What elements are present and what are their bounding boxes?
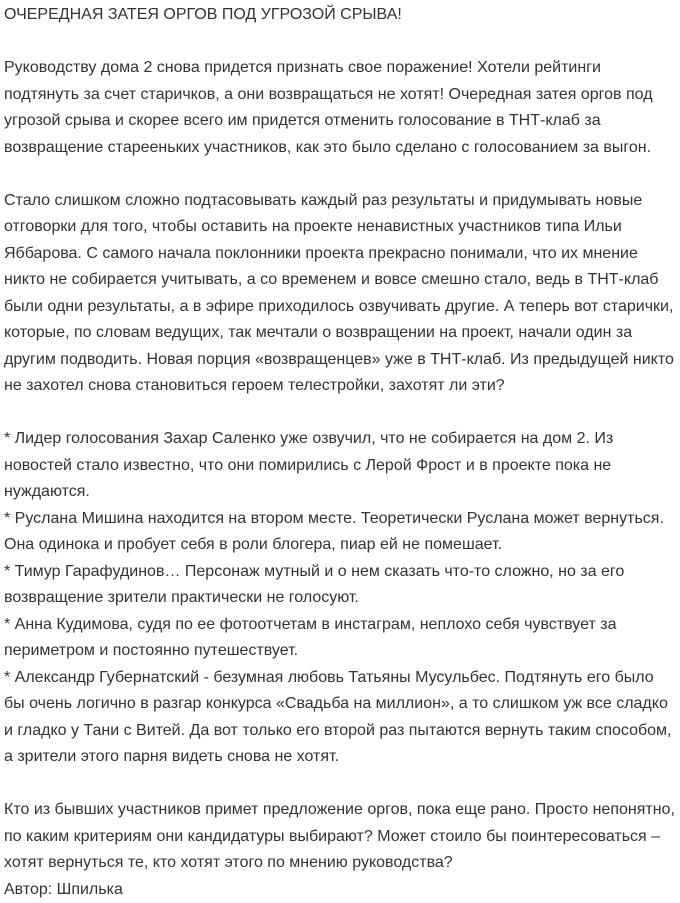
spacer bbox=[4, 161, 676, 188]
list-item-anna: * Анна Кудимова, судя по ее фотоотчетам в инстаграм, неплохо себя чувствует за периметром и постоянно путешествует. bbox=[4, 612, 676, 665]
list-item-zakhar: * Лидер голосования Захар Саленко уже озвучил, что не собирается на дом 2. Из новостей стало известно, что они помирились с Лерой Фрост и в проекте пока не нуждаются. bbox=[4, 426, 676, 506]
spacer bbox=[4, 29, 676, 56]
list-item-timur: * Тимур Гарафудинов… Персонаж мутный и о нем сказать что-то сложно, но за его возвращение зрители практически не голосуют. bbox=[4, 559, 676, 612]
paragraph-closing: Кто из бывших участников примет предложение оргов, пока еще рано. Просто непонятно, по каким критериям они кандидатуры выбирают? Может стоило бы поинтересоваться – хотят вернуться те, кто хотят этого по мнению руководства? bbox=[4, 797, 676, 877]
article-title: ОЧЕРЕДНАЯ ЗАТЕЯ ОРГОВ ПОД УГРОЗОЙ СРЫВА! bbox=[4, 0, 676, 29]
list-item-ruslana: * Руслана Мишина находится на втором месте. Теоретически Руслана может вернуться. Она одинока и пробует себя в роли блогера, пиар ей не помешает. bbox=[4, 506, 676, 559]
paragraph-intro: Руководству дома 2 снова придется признать свое поражение! Хотели рейтинги подтянуть за счет старичков, а они возвращаться не хотят! Очередная затея оргов под угрозой срыва и скорее всего им придется отменить голосование в ТНТ-клаб за возвращение старееньких участников, как это было сделано с голосованием за выгон. bbox=[4, 55, 676, 161]
spacer bbox=[4, 400, 676, 427]
list-item-alexandr: * Александр Губернатский - безумная любовь Татьяны Мусульбес. Подтянуть его было бы очень логично в разгар конкурса «Свадьба на миллион», а то слишком уж все сладко и гладко у Тани с Витей. Да вот только его второй раз пытаются вернуть таким способом, а зрители этого парня видеть снова не хотят. bbox=[4, 665, 676, 771]
paragraph-body: Стало слишком сложно подтасовывать каждый раз результаты и придумывать новые отговорки для того, чтобы оставить на проекте ненавистных участников типа Ильи Яббарова. С самого начала поклонники проекта прекрасно понимали, что их мнение никто не собирается учитывать, а со временем и вовсе смешно стало, ведь в ТНТ-клаб были одни результаты, а в эфире приходилось озвучивать другие. А теперь вот старички, которые, по словам ведущих, так мечтали о возвращении на проект, начали один за другим подводить. Новая порция «возвращенцев» уже в ТНТ-клаб. Из предыдущей никто не захотел снова становиться героем телестройки, захотят ли эти? bbox=[4, 188, 676, 400]
author-line: Автор: Шпилька bbox=[4, 877, 676, 903]
spacer bbox=[4, 771, 676, 798]
